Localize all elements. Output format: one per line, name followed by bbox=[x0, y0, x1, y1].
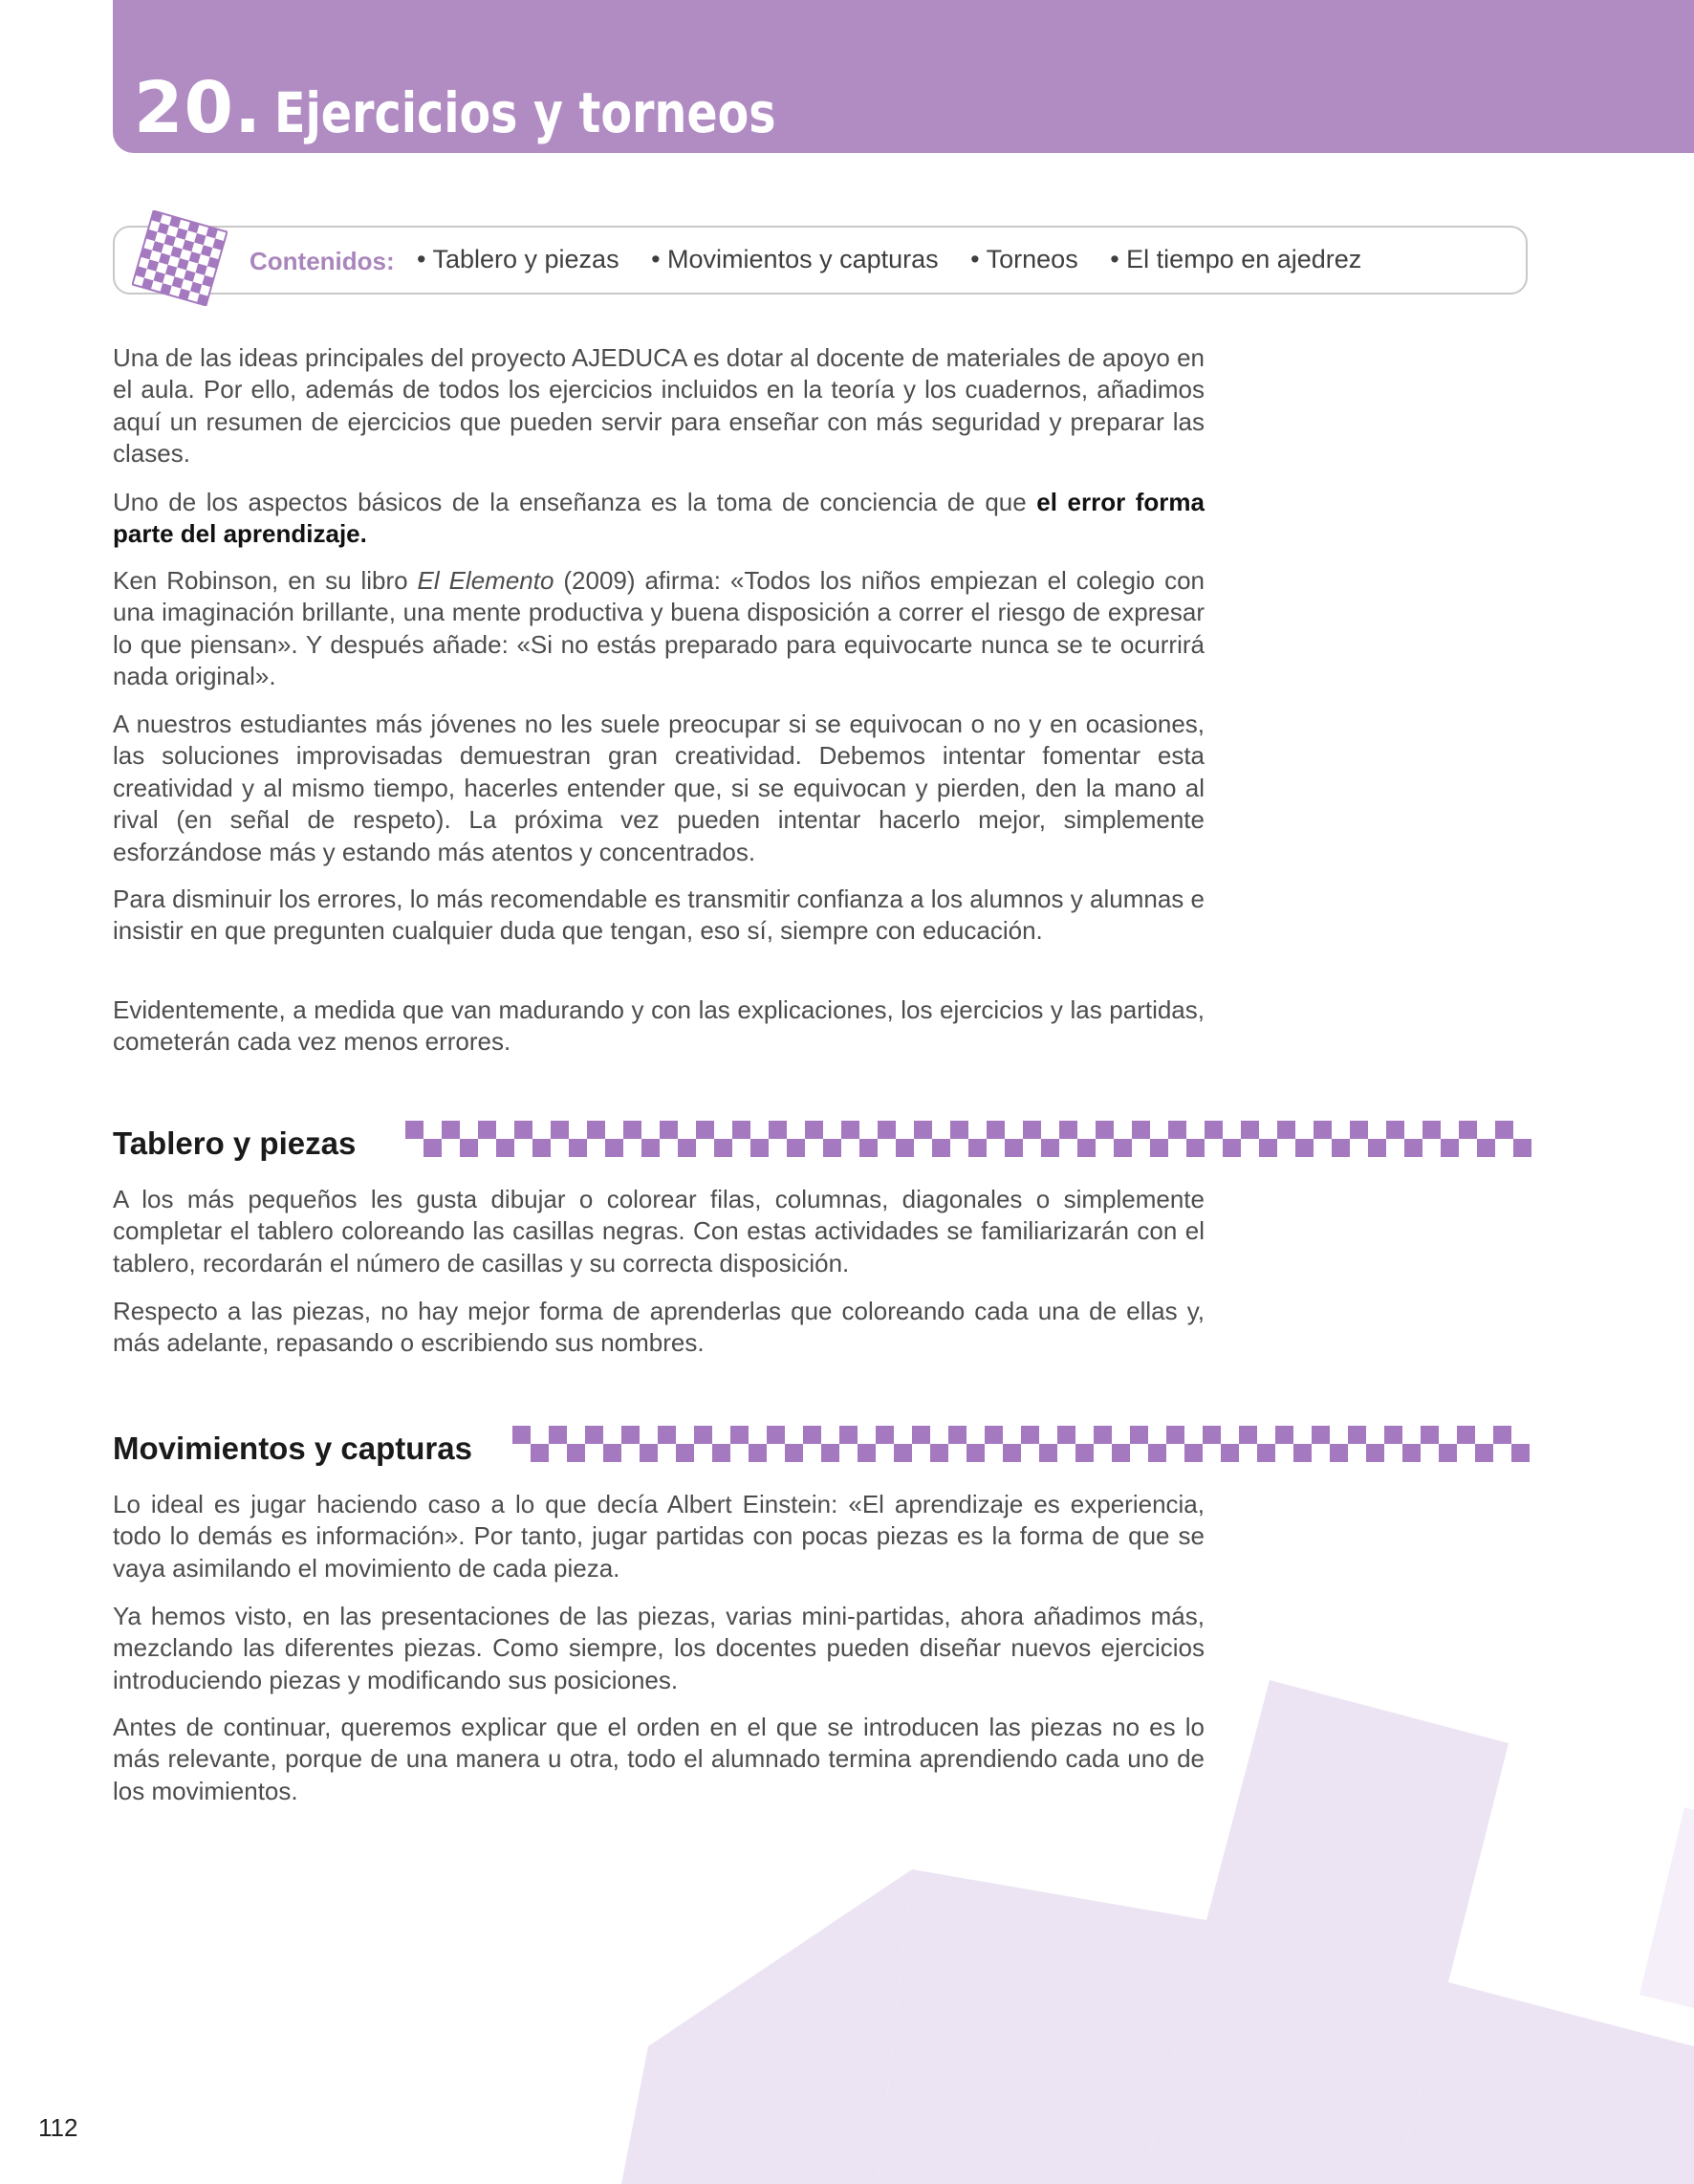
checker-square bbox=[1257, 1444, 1275, 1462]
checker-square bbox=[1513, 1139, 1531, 1157]
checker-divider bbox=[405, 1121, 1531, 1157]
intro-paragraph-1: Una de las ideas principales del proyecto AJEDUCA es dotar al docente de materiales de apoyo en el aula. Por ello, además de todos los ejercicios incluidos en la teoría y los cuadernos, añadimos aquí un resumen de ejercicios que pueden servir para enseñar con más seguridad y preparar las clases. bbox=[113, 343, 1205, 469]
checker-square bbox=[1239, 1426, 1257, 1444]
chapter-dot: . bbox=[233, 67, 262, 149]
checker-square bbox=[1293, 1444, 1312, 1462]
intro-paragraph-4: A nuestros estudiantes más jóvenes no les suele preocupar si se equivocan o no y en ocasiones, las soluciones improvisadas demuestran gran creatividad. Debemos intentar fomentar esta creatividad y al mismo tiempo, hacerles entender que, si se equivocan y pierden, den la mano al rival (en señal de respeto). La próxima vez pueden intentar hacerlo mejor, simplemente esforzándose más y estando más atentos y concentrados. bbox=[113, 710, 1205, 866]
checker-square bbox=[1021, 1426, 1039, 1444]
checker-square bbox=[1023, 1121, 1041, 1139]
checker-square bbox=[732, 1121, 750, 1139]
checker-square bbox=[569, 1139, 587, 1157]
checker-square bbox=[1094, 1426, 1112, 1444]
checker-square bbox=[1366, 1444, 1384, 1462]
checker-square bbox=[1112, 1444, 1130, 1462]
checker-square bbox=[714, 1139, 732, 1157]
checker-square bbox=[968, 1139, 987, 1157]
chapter-title bbox=[134, 67, 886, 149]
checker-square bbox=[442, 1121, 460, 1139]
checker-square bbox=[1059, 1121, 1077, 1139]
checker-square bbox=[1132, 1121, 1150, 1139]
intro-p3-start: Ken Robinson, en su libro bbox=[113, 566, 418, 595]
checker-square bbox=[750, 1139, 769, 1157]
checker-square bbox=[1203, 1426, 1221, 1444]
chapter-title-text: Ejercicios y torneos bbox=[274, 80, 776, 145]
checker-square bbox=[859, 1139, 878, 1157]
checker-square bbox=[767, 1426, 785, 1444]
checker-square bbox=[912, 1426, 930, 1444]
checker-square bbox=[512, 1426, 531, 1444]
checker-square bbox=[1314, 1121, 1332, 1139]
checker-square bbox=[694, 1426, 712, 1444]
checker-square bbox=[478, 1121, 496, 1139]
checker-square bbox=[603, 1444, 621, 1462]
intro-paragraph-6: Evidentemente, a medida que van madurando y con las explicaciones, los ejercicios y las partidas, cometerán cada vez menos errores. bbox=[113, 995, 1205, 1057]
checker-square bbox=[587, 1121, 605, 1139]
checker-square bbox=[623, 1121, 641, 1139]
contents-item-movimientos: • Movimientos y capturas bbox=[651, 245, 939, 273]
contents-list bbox=[417, 245, 1386, 274]
checker-square bbox=[839, 1426, 858, 1444]
checker-square bbox=[1130, 1426, 1148, 1444]
checker-square bbox=[1332, 1139, 1350, 1157]
checker-square bbox=[567, 1444, 585, 1462]
checker-square bbox=[1348, 1426, 1366, 1444]
checker-square bbox=[930, 1444, 948, 1462]
checker-square bbox=[641, 1139, 660, 1157]
checker-square bbox=[821, 1444, 839, 1462]
diamond-shape bbox=[1206, 1680, 1509, 1982]
checker-square bbox=[1277, 1121, 1295, 1139]
checker-square bbox=[585, 1426, 603, 1444]
checker-square bbox=[1457, 1426, 1475, 1444]
checker-square bbox=[1295, 1139, 1314, 1157]
checker-square bbox=[914, 1121, 932, 1139]
checker-square bbox=[1511, 1444, 1530, 1462]
book-title: El Elemento bbox=[417, 566, 554, 595]
checker-square bbox=[787, 1139, 805, 1157]
checker-square bbox=[660, 1121, 678, 1139]
checker-square bbox=[878, 1121, 896, 1139]
checker-square bbox=[841, 1121, 859, 1139]
diamond-shape bbox=[621, 1869, 912, 2184]
diamond-shape bbox=[1640, 1807, 1694, 2008]
checker-square bbox=[950, 1121, 968, 1139]
checker-square bbox=[1003, 1444, 1021, 1462]
checker-square bbox=[1275, 1426, 1293, 1444]
section-heading-movimientos: Movimientos y capturas bbox=[113, 1431, 472, 1466]
checker-square bbox=[1221, 1444, 1239, 1462]
section2-paragraph-1: Lo ideal es jugar haciendo caso a lo que decía Albert Einstein: «El aprendizaje es experiencia, todo lo demás es información». Por tanto, jugar partidas con pocas piezas es la forma de que se vaya asimilando el movimiento de cada pieza. bbox=[113, 1490, 1205, 1583]
chapter-number: 20 bbox=[134, 67, 234, 149]
checker-square bbox=[1421, 1426, 1439, 1444]
checker-square bbox=[1075, 1444, 1094, 1462]
checker-square bbox=[1241, 1121, 1259, 1139]
contents-item-tiempo: • El tiempo en ajedrez bbox=[1110, 245, 1362, 273]
checker-square bbox=[1330, 1444, 1348, 1462]
diamond-shape bbox=[1396, 1982, 1694, 2184]
checker-square bbox=[1441, 1139, 1459, 1157]
checker-square bbox=[1259, 1139, 1277, 1157]
checker-square bbox=[1057, 1426, 1075, 1444]
checker-square bbox=[1384, 1426, 1402, 1444]
intro-p3-end: (2009) afirma: «Todos los niños empiezan el colegio con una imaginación brillante, una mente productiva y buena disposición a correr el riesgo de expresar lo que piensan». Y después añade: «Si no estás preparado para equivocarte nunca se te ocurrirá nada original». bbox=[113, 566, 1205, 691]
intro-paragraph-2 bbox=[113, 487, 1205, 551]
checker-square bbox=[966, 1444, 985, 1462]
checker-square bbox=[676, 1444, 694, 1462]
checker-divider bbox=[512, 1426, 1531, 1462]
checker-square bbox=[896, 1139, 914, 1157]
section1-paragraph-1: A los más pequeños les gusta dibujar o colorear filas, columnas, diagonales o simplemente completar el tablero coloreando las casillas negras. Con estas actividades se familiarizarán con el tablero, recordarán el número de casillas y su correcta disposición. bbox=[113, 1185, 1205, 1278]
checker-square bbox=[805, 1121, 823, 1139]
section1-paragraph-2: Respecto a las piezas, no hay mejor forma de aprenderlas que coloreando cada una de ellas y, más adelante, repasando o escribiendo sus nombres. bbox=[113, 1297, 1205, 1358]
checker-square bbox=[1041, 1139, 1059, 1157]
checker-square bbox=[785, 1444, 803, 1462]
checker-square bbox=[640, 1444, 658, 1462]
checker-square bbox=[605, 1139, 623, 1157]
checker-square bbox=[549, 1426, 567, 1444]
checker-square bbox=[460, 1139, 478, 1157]
checker-square bbox=[496, 1139, 514, 1157]
checker-square bbox=[1495, 1121, 1513, 1139]
checker-square bbox=[1477, 1139, 1495, 1157]
checker-square bbox=[658, 1426, 676, 1444]
contents-item-torneos: • Torneos bbox=[970, 245, 1078, 273]
checker-square bbox=[1096, 1121, 1114, 1139]
section-heading-tablero: Tablero y piezas bbox=[113, 1125, 357, 1161]
checker-square bbox=[1350, 1121, 1368, 1139]
checker-square bbox=[823, 1139, 841, 1157]
intro-p2-bold: el error forma parte del aprendizaje. bbox=[113, 488, 1205, 549]
checker-square bbox=[1077, 1139, 1096, 1157]
checker-square bbox=[948, 1426, 966, 1444]
checker-square bbox=[985, 1426, 1003, 1444]
checker-square bbox=[1114, 1139, 1132, 1157]
checker-square bbox=[531, 1444, 549, 1462]
checker-square bbox=[712, 1444, 730, 1462]
checker-square bbox=[932, 1139, 950, 1157]
checker-square bbox=[1223, 1139, 1241, 1157]
checker-square bbox=[1039, 1444, 1057, 1462]
checker-square bbox=[1459, 1121, 1477, 1139]
checker-square bbox=[1386, 1121, 1404, 1139]
checker-square bbox=[749, 1444, 767, 1462]
checker-square bbox=[876, 1426, 894, 1444]
intro-paragraph-5: Para disminuir los errores, lo más recomendable es transmitir confianza a los alumnos y alumnas e insistir en que pregunten cualquier duda que tengan, eso sí, siempre con educación. bbox=[113, 885, 1205, 946]
checker-square bbox=[1148, 1444, 1166, 1462]
checker-square bbox=[1439, 1444, 1457, 1462]
checker-square bbox=[1150, 1139, 1168, 1157]
checker-square bbox=[1475, 1444, 1493, 1462]
checker-square bbox=[987, 1121, 1005, 1139]
checker-square bbox=[424, 1139, 442, 1157]
checker-square bbox=[1493, 1426, 1511, 1444]
checker-square bbox=[1168, 1121, 1186, 1139]
checker-square bbox=[1184, 1444, 1203, 1462]
checker-square bbox=[532, 1139, 551, 1157]
checker-square bbox=[1368, 1139, 1386, 1157]
diamond-shape bbox=[1142, 1920, 1448, 2184]
section2-paragraph-2: Ya hemos visto, en las presentaciones de las piezas, varias mini-partidas, ahora añadimos más, mezclando las diferentes piezas. Como siempre, los docentes pueden diseñar nuevos ejercicios introduciendo piezas y modificando sus posiciones. bbox=[113, 1602, 1205, 1694]
checker-square bbox=[1402, 1444, 1421, 1462]
checker-square bbox=[1312, 1426, 1330, 1444]
checker-square bbox=[1186, 1139, 1205, 1157]
checker-square bbox=[730, 1426, 749, 1444]
intro-paragraph-3 bbox=[113, 565, 1205, 693]
contents-label: Contenidos: bbox=[250, 247, 395, 275]
checker-square bbox=[621, 1426, 640, 1444]
checker-square bbox=[1404, 1139, 1423, 1157]
checker-square bbox=[696, 1121, 714, 1139]
checker-square bbox=[858, 1444, 876, 1462]
checker-square bbox=[1205, 1121, 1223, 1139]
section2-paragraph-3: Antes de continuar, queremos explicar que el orden en el que se introducen las piezas no es lo más relevante, porque de una manera u otra, todo el alumnado termina aprendiendo cada uno de los movimientos. bbox=[113, 1713, 1205, 1805]
checker-square bbox=[514, 1121, 532, 1139]
checker-square bbox=[678, 1139, 696, 1157]
intro-p2-text: Uno de los aspectos básicos de la enseñanza es la toma de conciencia de que bbox=[113, 488, 1037, 516]
checker-square bbox=[1423, 1121, 1441, 1139]
contents-item-tablero: • Tablero y piezas bbox=[417, 245, 619, 273]
checker-square bbox=[551, 1121, 569, 1139]
chessboard-icon bbox=[132, 210, 228, 306]
checker-square bbox=[1005, 1139, 1023, 1157]
checker-square bbox=[1166, 1426, 1184, 1444]
checker-square bbox=[803, 1426, 821, 1444]
checker-square bbox=[769, 1121, 787, 1139]
page-number: 112 bbox=[38, 2113, 78, 2142]
checker-square bbox=[894, 1444, 912, 1462]
checker-square bbox=[405, 1121, 424, 1139]
diamond-shape bbox=[878, 1869, 1206, 2184]
